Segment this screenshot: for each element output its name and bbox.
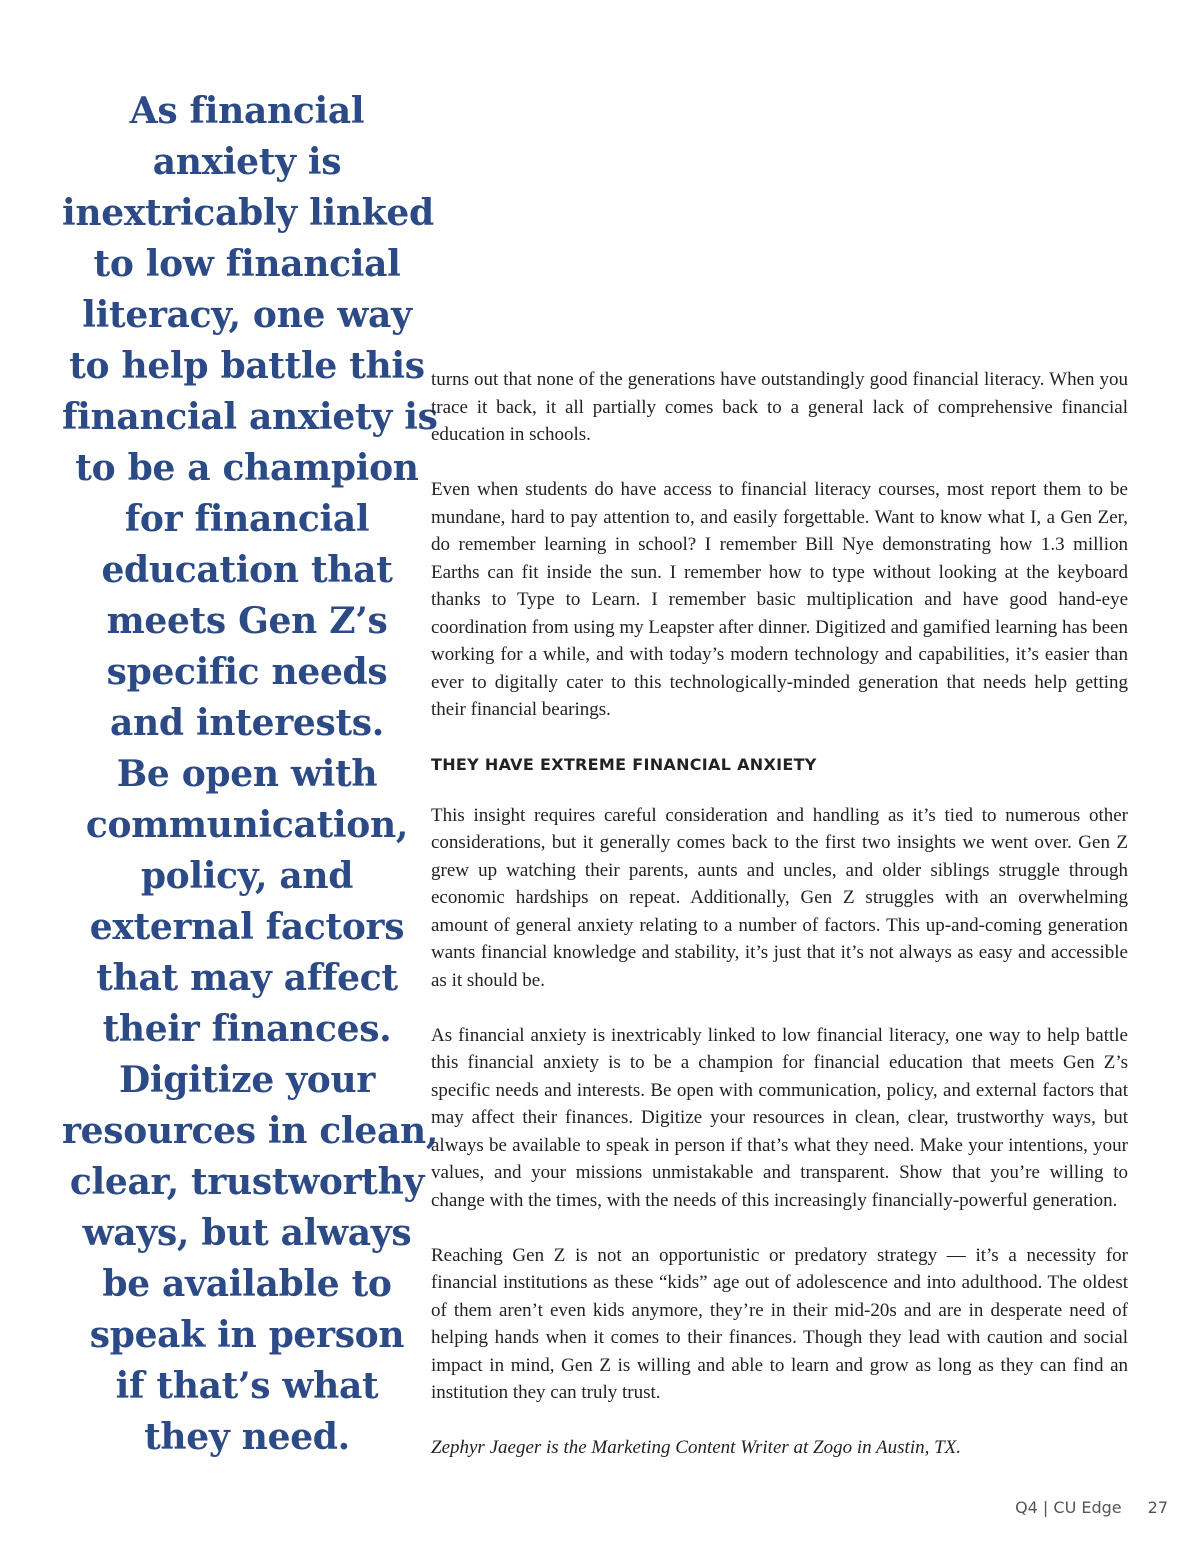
pull-quote-line: that may affect bbox=[96, 957, 398, 999]
pull-quote-line: communication, bbox=[85, 804, 409, 846]
pull-quote-line: specific needs bbox=[106, 651, 388, 693]
section-heading: THEY HAVE EXTREME FINANCIAL ANXIETY bbox=[431, 755, 817, 774]
pull-quote-line: ways, but always bbox=[82, 1212, 412, 1254]
pull-quote-line: for financial bbox=[124, 498, 370, 540]
pull-quote-line: clear, trustworthy bbox=[69, 1161, 425, 1203]
article-paragraph: Even when students do have access to financial literacy courses, most report them to be mundane, hard to pay attention to, and easily forgettable. Want to know what I, a Gen Zer, do remember learning in school? I remember Bill Nye demonstrating how 1.3 million Earths can fit inside the sun. I remember how to type without looking at the keyboard thanks to Type to Learn. I remember basic multiplication and have good hand-eye coordination from using my Leapster after dinner. Digitized and gamified learning has been working for a while, and with today’s modern technology and capabilities, it’s easier than ever to digitally cater to this technologically-minded generation that needs help getting their financial bearings. bbox=[431, 479, 1128, 720]
pull-quote-line: to be a champion bbox=[75, 447, 419, 489]
page-footer bbox=[1015, 1498, 1168, 1517]
pull-quote-line: speak in person bbox=[89, 1314, 405, 1356]
pull-quote-line: Be open with bbox=[116, 753, 378, 795]
pull-quote-line: their finances. bbox=[102, 1008, 392, 1050]
publication-name: Q4 | CU Edge bbox=[1015, 1498, 1122, 1517]
pull-quote-line: to low financial bbox=[93, 243, 401, 285]
pull-quote-line: resources in clean, bbox=[62, 1110, 439, 1152]
pull-quote-line: anxiety is bbox=[152, 141, 342, 183]
article-paragraph: As financial anxiety is inextricably linked to low financial literacy, one way to help battle this financial anxiety is to be a champion for financial education that meets Gen Z’s specific needs and interests. Be open with communication, policy, and external factors that may affect their finances. Digitize your resources in clean, clear, trustworthy ways, but always be available to speak in person if that’s what they need. Make your intentions, your values, and your missions unmistakable and transparent. Show that you’re willing to change with the times, with the needs of this increasingly financially-powerful generation. bbox=[431, 1024, 1128, 1211]
pull-quote-line: external factors bbox=[89, 906, 405, 948]
pull-quote-line: if that’s what bbox=[115, 1365, 379, 1407]
page-number: 27 bbox=[1147, 1498, 1168, 1517]
pull-quote-line: inextricably linked bbox=[62, 192, 434, 234]
pull-quote-line: be available to bbox=[102, 1263, 392, 1305]
author-byline: Zephyr Jaeger is the Marketing Content Writer at Zogo in Austin, TX. bbox=[431, 1437, 962, 1458]
article-paragraph: Reaching Gen Z is not an opportunistic or predatory strategy — it’s a necessity for financial institutions as these “kids” age out of adolescence and into adulthood. The oldest of them aren’t even kids anymore, they’re in their mid-20s and are in desperate need of helping hands when it comes to their finances. Though they lead with caution and social impact in mind, Gen Z is willing and able to learn and grow as long as they can find an institution they can truly trust. bbox=[431, 1244, 1128, 1403]
pull-quote-line: As financial bbox=[129, 90, 365, 132]
pull-quote-line: Digitize your bbox=[118, 1059, 376, 1101]
pull-quote-line: they need. bbox=[144, 1416, 350, 1458]
pull-quote bbox=[62, 86, 439, 1463]
pull-quote-line: education that bbox=[101, 549, 393, 591]
article-paragraph: This insight requires careful consideration and handling as it’s tied to numerous other considerations, but it generally comes back to the first two insights we went over. Gen Z grew up watching their parents, aunts and uncles, and older siblings struggle through economic hardships on repeat. Additionally, Gen Z struggles with an overwhelming amount of general anxiety relating to a number of factors. This up-and-coming generation wants financial knowledge and stability, it’s just that it’s not always as easy and accessible as it should be. bbox=[431, 804, 1128, 991]
pull-quote-line: literacy, one way bbox=[82, 294, 412, 336]
article-paragraph: turns out that none of the generations have outstandingly good financial literacy. When you trace it back, it all partially comes back to a general lack of comprehensive financial education in schools. bbox=[431, 369, 1128, 445]
pull-quote-line: to help battle this bbox=[69, 345, 425, 387]
pull-quote-line: and interests. bbox=[110, 702, 384, 744]
pull-quote-line: policy, and bbox=[140, 855, 354, 897]
pull-quote-line: financial anxiety is bbox=[62, 396, 438, 438]
pull-quote-line: meets Gen Z’s bbox=[106, 600, 388, 642]
article-body bbox=[431, 366, 1128, 1462]
